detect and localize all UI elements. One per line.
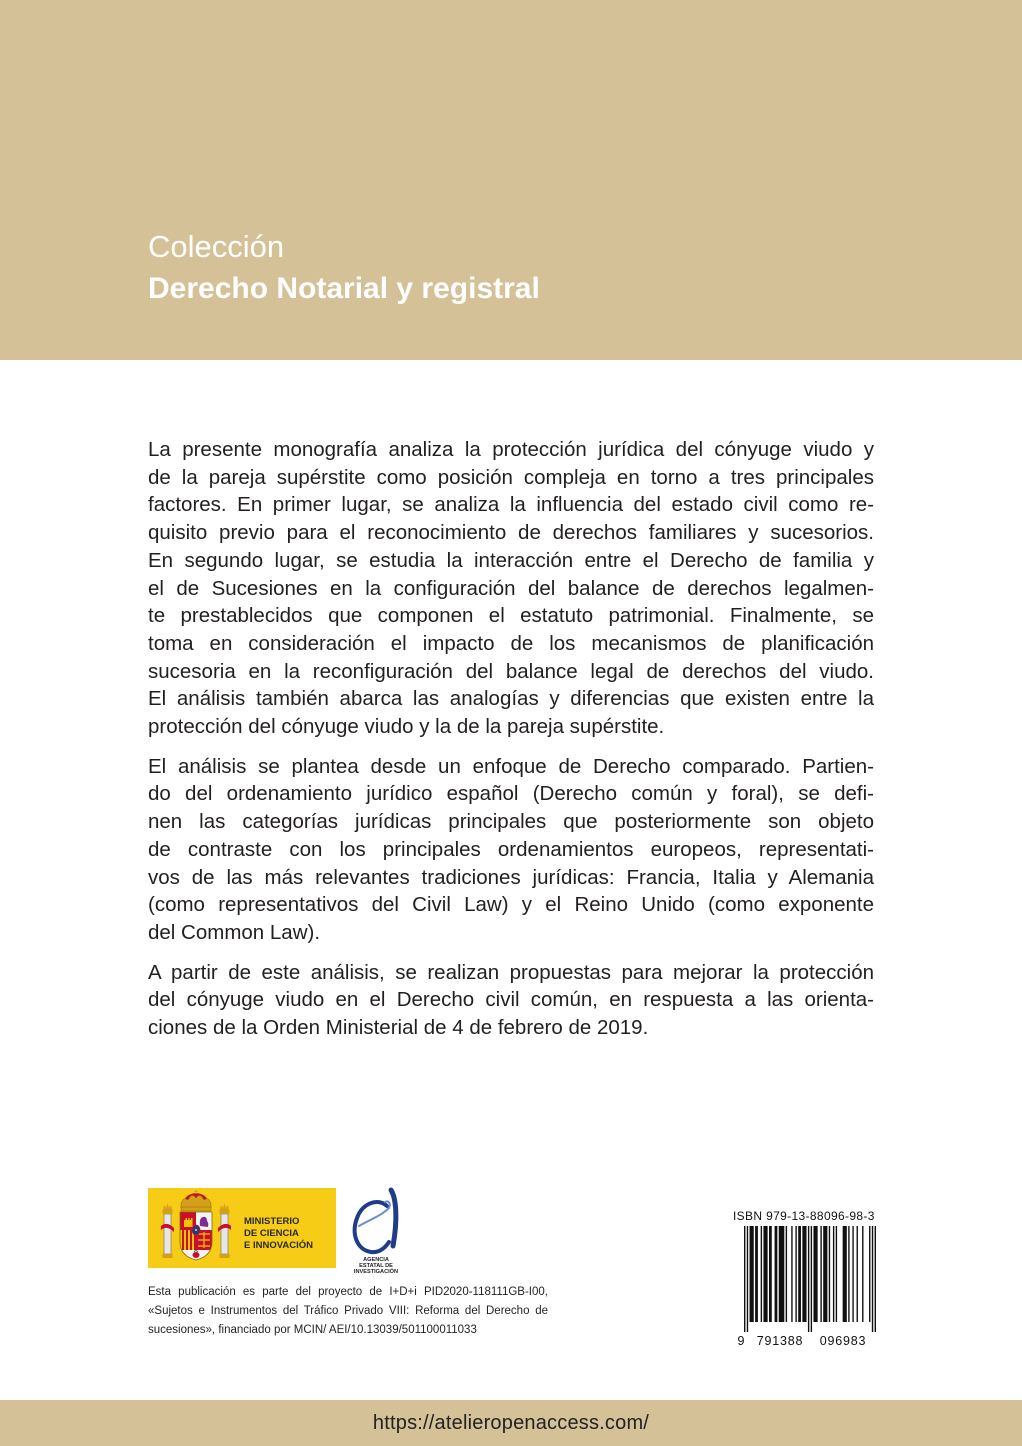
text-line: sucesoria en la reconfiguración del balance legal de derechos del viudo. (148, 659, 874, 683)
agency-e-icon (355, 1190, 396, 1252)
ministry-name-line: DE CIENCIA (244, 1228, 299, 1239)
publisher-url: https://atelieropenaccess.com/ (372, 1412, 650, 1434)
barcode-bar (857, 1226, 858, 1322)
barcode-bar (833, 1226, 834, 1322)
text-line: El análisis también abarca las analogías y diferencias que existen entre la (148, 687, 874, 711)
text-line: quisito previo para el reconocimiento de derechos familiares y sucesorios. (148, 521, 874, 545)
text-line: En segundo lugar, se estudia la interacción entre el Derecho de familia y (148, 548, 874, 572)
text-line: de la pareja supérstite como posición compleja en torno a tres principales (148, 465, 874, 489)
text-line: La presente monografía analiza la protección jurídica del cónyuge viudo y (148, 438, 874, 461)
barcode-bar (813, 1226, 817, 1322)
barcode-bar (791, 1226, 792, 1322)
barcode-bar (750, 1226, 754, 1322)
text-line: vos de las más relevantes tradiciones jurídicas: Francia, Italia y Alemania (148, 865, 874, 889)
ministry-name-line: MINISTERIO (244, 1216, 300, 1227)
barcode-bar (823, 1226, 827, 1322)
collection-name: Derecho Notarial y registral (148, 272, 540, 305)
barcode-guard-bar (872, 1226, 873, 1332)
funding-note (148, 1283, 548, 1340)
barcode-bar (779, 1226, 785, 1322)
barcode-digits: 9 (737, 1334, 745, 1348)
barcode-digits: 096983 (819, 1334, 867, 1348)
barcode-bar (852, 1226, 853, 1322)
agency-logo (343, 1186, 409, 1278)
barcode-bar (795, 1226, 796, 1322)
barcode-bar (869, 1226, 870, 1322)
barcode-bar (775, 1226, 778, 1322)
barcode-guard-bar (808, 1226, 809, 1332)
ministry-name-line: E INNOVACIÓN (244, 1240, 313, 1251)
barcode-guard-bar (811, 1226, 812, 1332)
funding-line: Esta publicación es parte del proyecto de I+D+i PID2020-118111GB-I00, (148, 1286, 548, 1298)
isbn-label: ISBN 979-13-88096-98-3 (733, 1209, 875, 1223)
text-line: nen las categorías jurídicas principales que posteriormente son objeto (148, 810, 874, 834)
text-line: del Common Law). (148, 920, 321, 944)
barcode-bar (843, 1226, 847, 1322)
ministry-logo (148, 1188, 336, 1268)
barcode-guard-bar (747, 1226, 748, 1332)
text-line: A partir de este análisis, se realizan propuestas para mejorar la protección (148, 960, 874, 984)
barcode-guard-bar (744, 1226, 745, 1332)
barcode-bar (802, 1226, 806, 1322)
text-line: de contraste con los principales ordenamientos europeos, representati- (148, 837, 874, 861)
collection-label: Colección (148, 229, 285, 264)
funding-line: «Sujetos e Instrumentos del Tráfico Privado VIII: Reforma del Derecho de (148, 1305, 548, 1317)
text-line: do del ordenamiento jurídico español (Derecho común y foral), se defi- (148, 782, 874, 806)
text-line: del cónyuge viudo en el Derecho civil común, en respuesta a las orienta- (148, 988, 874, 1012)
back-cover-blurb (148, 436, 874, 1054)
text-line: te prestablecidos que componen el estatuto patrimonial. Finalmente, se (148, 604, 874, 628)
barcode-bar (836, 1226, 837, 1322)
barcode-guard-bar (875, 1226, 876, 1332)
footer-band (0, 1400, 1022, 1446)
barcode-bar (798, 1226, 801, 1322)
barcode-bar (755, 1226, 758, 1322)
barcode (733, 1224, 876, 1350)
agency-name-line: AGENCIA (363, 1257, 389, 1263)
coat-of-arms-icon (160, 1190, 232, 1266)
barcode-bar (829, 1226, 830, 1322)
barcode-bar (769, 1226, 772, 1322)
text-line: ciones de la Orden Ministerial de 4 de febrero de 2019. (148, 1016, 649, 1040)
text-line: protección del cónyuge viudo y la de la pareja supérstite. (148, 715, 665, 739)
text-line: (como representativos del Civil Law) y el Reino Unido (como exponente (148, 893, 874, 917)
text-line: El análisis se plantea desde un enfoque de Derecho comparado. Partien- (148, 754, 874, 778)
top-band (0, 0, 1022, 360)
paragraph (148, 959, 874, 1042)
barcode-bars (744, 1226, 876, 1332)
barcode-digits: 791388 (756, 1334, 804, 1348)
barcode-bar (786, 1226, 787, 1322)
ministry-name (244, 1216, 313, 1252)
funding-line: sucesiones», financiado por MCIN/ AEI/10.13039/501100011033 (148, 1324, 477, 1336)
barcode-bar (763, 1226, 767, 1322)
agency-name-line: INVESTIGACIÓN (353, 1269, 399, 1275)
text-line: factores. En primer lugar, se analiza la influencia del estado civil como re- (148, 493, 874, 517)
barcode-bar (862, 1226, 863, 1322)
text-line: el de Sucesiones en la configuración del balance de derechos legalmen- (148, 576, 874, 600)
agency-name-line: ESTATAL DE (359, 1263, 393, 1269)
barcode-bar (820, 1226, 821, 1322)
paragraph (148, 753, 874, 947)
barcode-bar (761, 1226, 762, 1322)
paragraph (148, 436, 874, 741)
text-line: toma en consideración el impacto de los mecanismos de planificación (148, 631, 874, 655)
barcode-bar (848, 1226, 849, 1322)
